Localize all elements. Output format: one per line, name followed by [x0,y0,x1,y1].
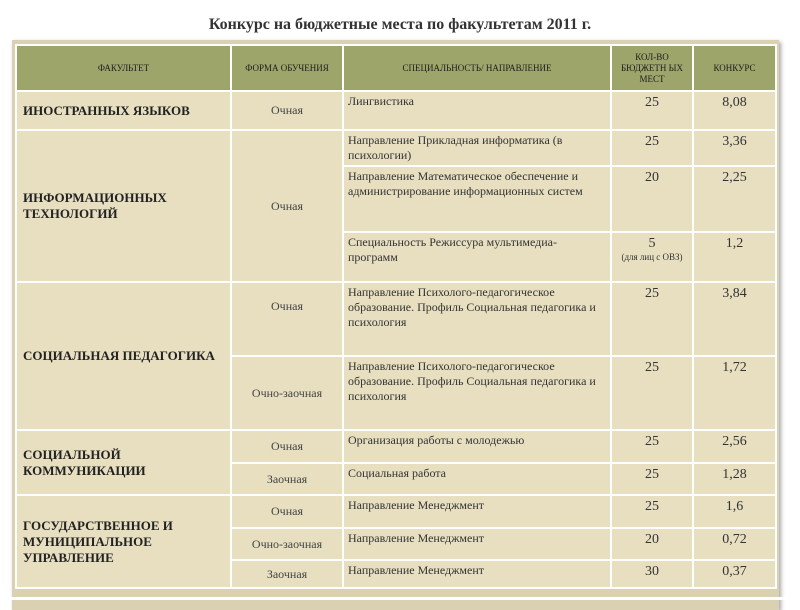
competition-cell: 1,72 [693,356,776,430]
competition-cell: 1,6 [693,495,776,528]
places-cell: 25 [611,130,693,166]
places-cell: 25 [611,91,693,130]
specialty-cell: Направление Прикладная информатика (в психологии) [343,130,611,166]
header-faculty: ФАКУЛЬТЕТ [16,45,231,91]
places-value: 5 [648,236,656,251]
form-cell: Очная [231,495,343,528]
competition-table [15,44,777,589]
competition-cell: 2,56 [693,430,776,463]
places-cell: 30 [611,560,693,588]
places-cell [611,232,693,282]
table-row [16,130,776,166]
places-cell: 25 [611,430,693,463]
table-header-row [16,45,776,91]
competition-cell: 8,08 [693,91,776,130]
places-cell: 25 [611,282,693,356]
page-title: Конкурс на бюджетные места по факультетам 2011 г. [208,16,592,33]
header-specialty: СПЕЦИАЛЬНОСТЬ/ НАПРАВЛЕНИЕ [343,45,611,91]
form-cell: Очная [231,430,343,463]
competition-cell: 1,28 [693,463,776,495]
header-form: ФОРМА ОБУЧЕНИЯ [231,45,343,91]
table-row [16,282,776,356]
places-note: (для лиц с ОВЗ) [621,252,683,262]
table-row [16,91,776,130]
specialty-cell: Направление Психолого-педагогическое образование. Профиль Социальная педагогика и психология [343,356,611,430]
faculty-cell: ИНОСТРАННЫХ ЯЗЫКОВ [16,91,231,130]
competition-cell: 2,25 [693,166,776,232]
table-row [16,495,776,528]
specialty-cell: Направление Психолого-педагогическое образование. Профиль Социальная педагогика и психология [343,282,611,356]
competition-cell: 3,36 [693,130,776,166]
competition-cell: 0,37 [693,560,776,588]
specialty-cell: Лингвистика [343,91,611,130]
form-cell: Очно-заочная [231,528,343,560]
competition-cell: 0,72 [693,528,776,560]
specialty-cell: Направление Менеджмент [343,560,611,588]
faculty-cell: СОЦИАЛЬНАЯ ПЕДАГОГИКА [16,282,231,430]
specialty-cell: Направление Менеджмент [343,495,611,528]
specialty-cell: Организация работы с молодежью [343,430,611,463]
faculty-cell: СОЦИАЛЬНОЙ КОММУНИКАЦИИ [16,430,231,495]
form-cell: Очная [231,130,343,282]
header-competition: КОНКУРС [693,45,776,91]
places-cell: 20 [611,166,693,232]
form-cell: Очно-заочная [231,356,343,430]
competition-cell: 3,84 [693,282,776,356]
form-cell: Очная [231,282,343,356]
specialty-cell: Социальная работа [343,463,611,495]
form-cell: Очная [231,91,343,130]
competition-cell: 1,2 [693,232,776,282]
faculty-cell: ИНФОРМАЦИОННЫХ ТЕХНОЛОГИЙ [16,130,231,282]
places-cell: 25 [611,495,693,528]
places-cell: 25 [611,356,693,430]
form-cell: Заочная [231,560,343,588]
header-places: КОЛ-ВО БЮДЖЕТН ЫХ МЕСТ [611,45,693,91]
places-cell: 20 [611,528,693,560]
specialty-cell: Направление Менеджмент [343,528,611,560]
faculty-cell: ГОСУДАРСТВЕННОЕ И МУНИЦИПАЛЬНОЕ УПРАВЛЕНИЕ [16,495,231,588]
table-row [16,430,776,463]
places-cell: 25 [611,463,693,495]
specialty-cell: Направление Математическое обеспечение и администрирование информационных систем [343,166,611,232]
specialty-cell: Специальность Режиссура мультимедиа-программ [343,232,611,282]
form-cell: Заочная [231,463,343,495]
